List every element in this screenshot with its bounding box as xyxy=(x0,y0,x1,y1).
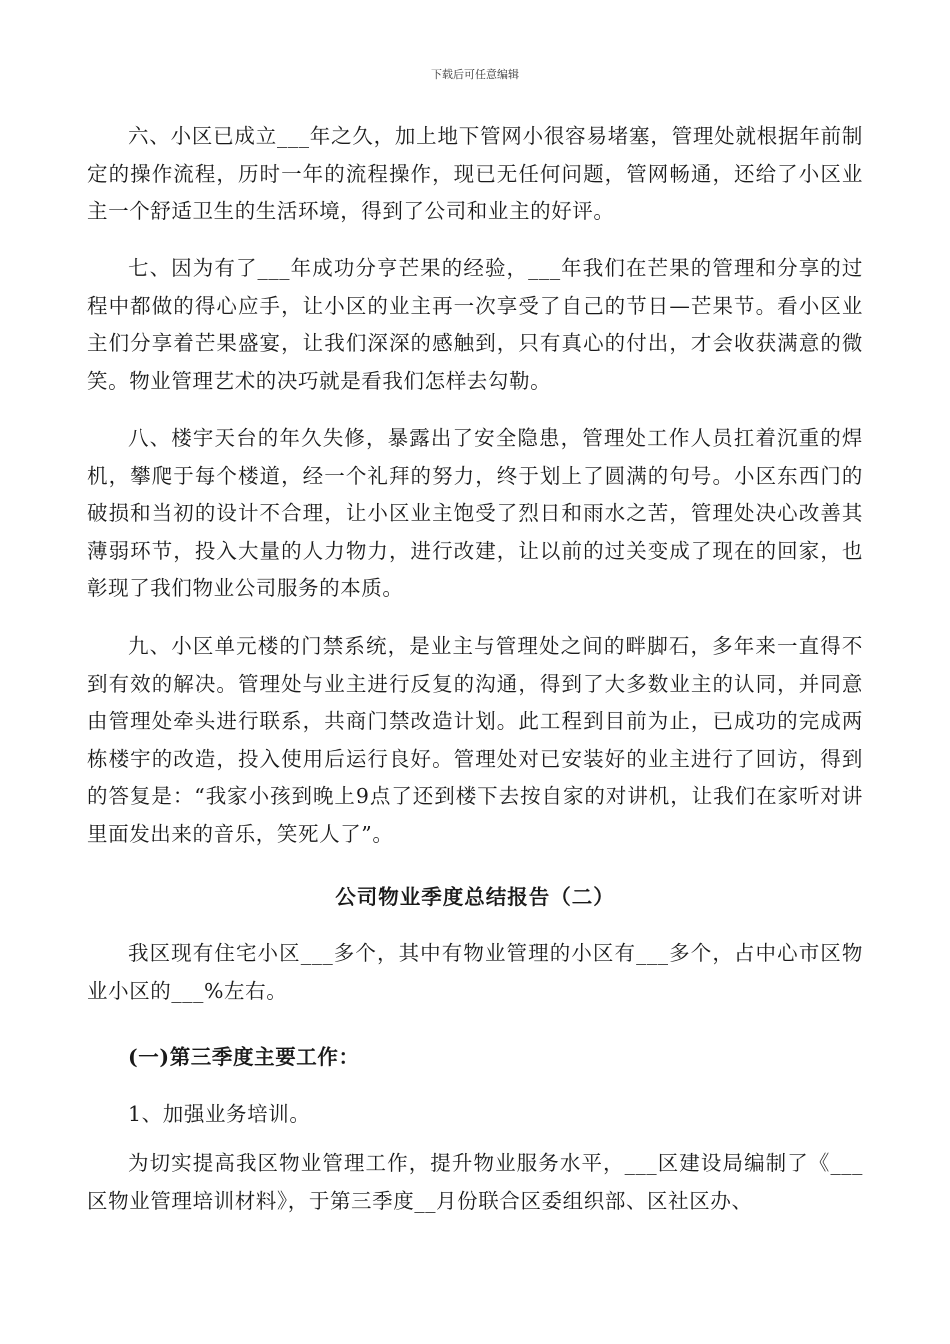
paragraph-9: 九、小区单元楼的门禁系统，是业主与管理处之间的畔脚石，多年来一直得不到有效的解决。管理处与业主进行反复的沟通，得到了大多数业主的认同，并同意由管理处牵头进行联系，共商门禁改造计划。此工程到目前为止，已成功的完成两栋楼宇的改造，投入使用后运行良好。管理处对已安装好的业主进行了回访，得到的答复是：“我家小孩到晚上9点了还到楼下去按自家的对讲机，让我们在家听对讲里面发出来的音乐，笑死人了”。 xyxy=(87,634,863,846)
section-title: 公司物业季度总结报告（二） xyxy=(335,885,615,909)
paragraph-7: 七、因为有了___年成功分亨芒果的经验，___年我们在芒果的管理和分享的过程中都做的得心应手，让小区的业主再一次享受了自己的节日—芒果节。看小区业主们分享着芒果盛宴，让我们深深的感触到，只有真心的付出，才会收获满意的微笑。物业管理艺术的决巧就是看我们怎样去勾勒。 xyxy=(87,256,863,393)
item-1-training: 1、加强业务培训。 xyxy=(128,1102,311,1126)
training-paragraph: 为切实提高我区物业管理工作，提升物业服务水平，___区建设局编制了《___区物业管理培训材料》，于第三季度__月份联合区委组织部、区社区办、 xyxy=(87,1151,863,1213)
paragraph-8: 八、楼宇天台的年久失修，暴露出了安全隐患，管理处工作人员扛着沉重的焊机，攀爬于每个楼道，经一个礼拜的努力，终于划上了圆满的句号。小区东西门的破损和当初的设计不合理，让小区业主饱受了烈日和雨水之苦，管理处决心改善其薄弱环节，投入大量的人力物力，进行改建，让以前的过关变成了现在的回家，也彰现了我们物业公司服务的本质。 xyxy=(87,426,863,601)
page-header: 下载后可任意编辑 xyxy=(431,68,519,81)
intro-paragraph: 我区现有住宅小区___多个，其中有物业管理的小区有___多个，占中心市区物业小区的___%左右。 xyxy=(87,941,863,1003)
paragraph-6: 六、小区已成立___年之久，加上地下管网小很容易堵塞，管理处就根据年前制定的操作流程，历时一年的流程操作，现已无任何问题，管网畅通，还给了小区业主一个舒适卫生的生活环境，得到了公司和业主的好评。 xyxy=(87,124,863,224)
subheading-q3-work: (一)第三季度主要工作： xyxy=(128,1045,360,1069)
